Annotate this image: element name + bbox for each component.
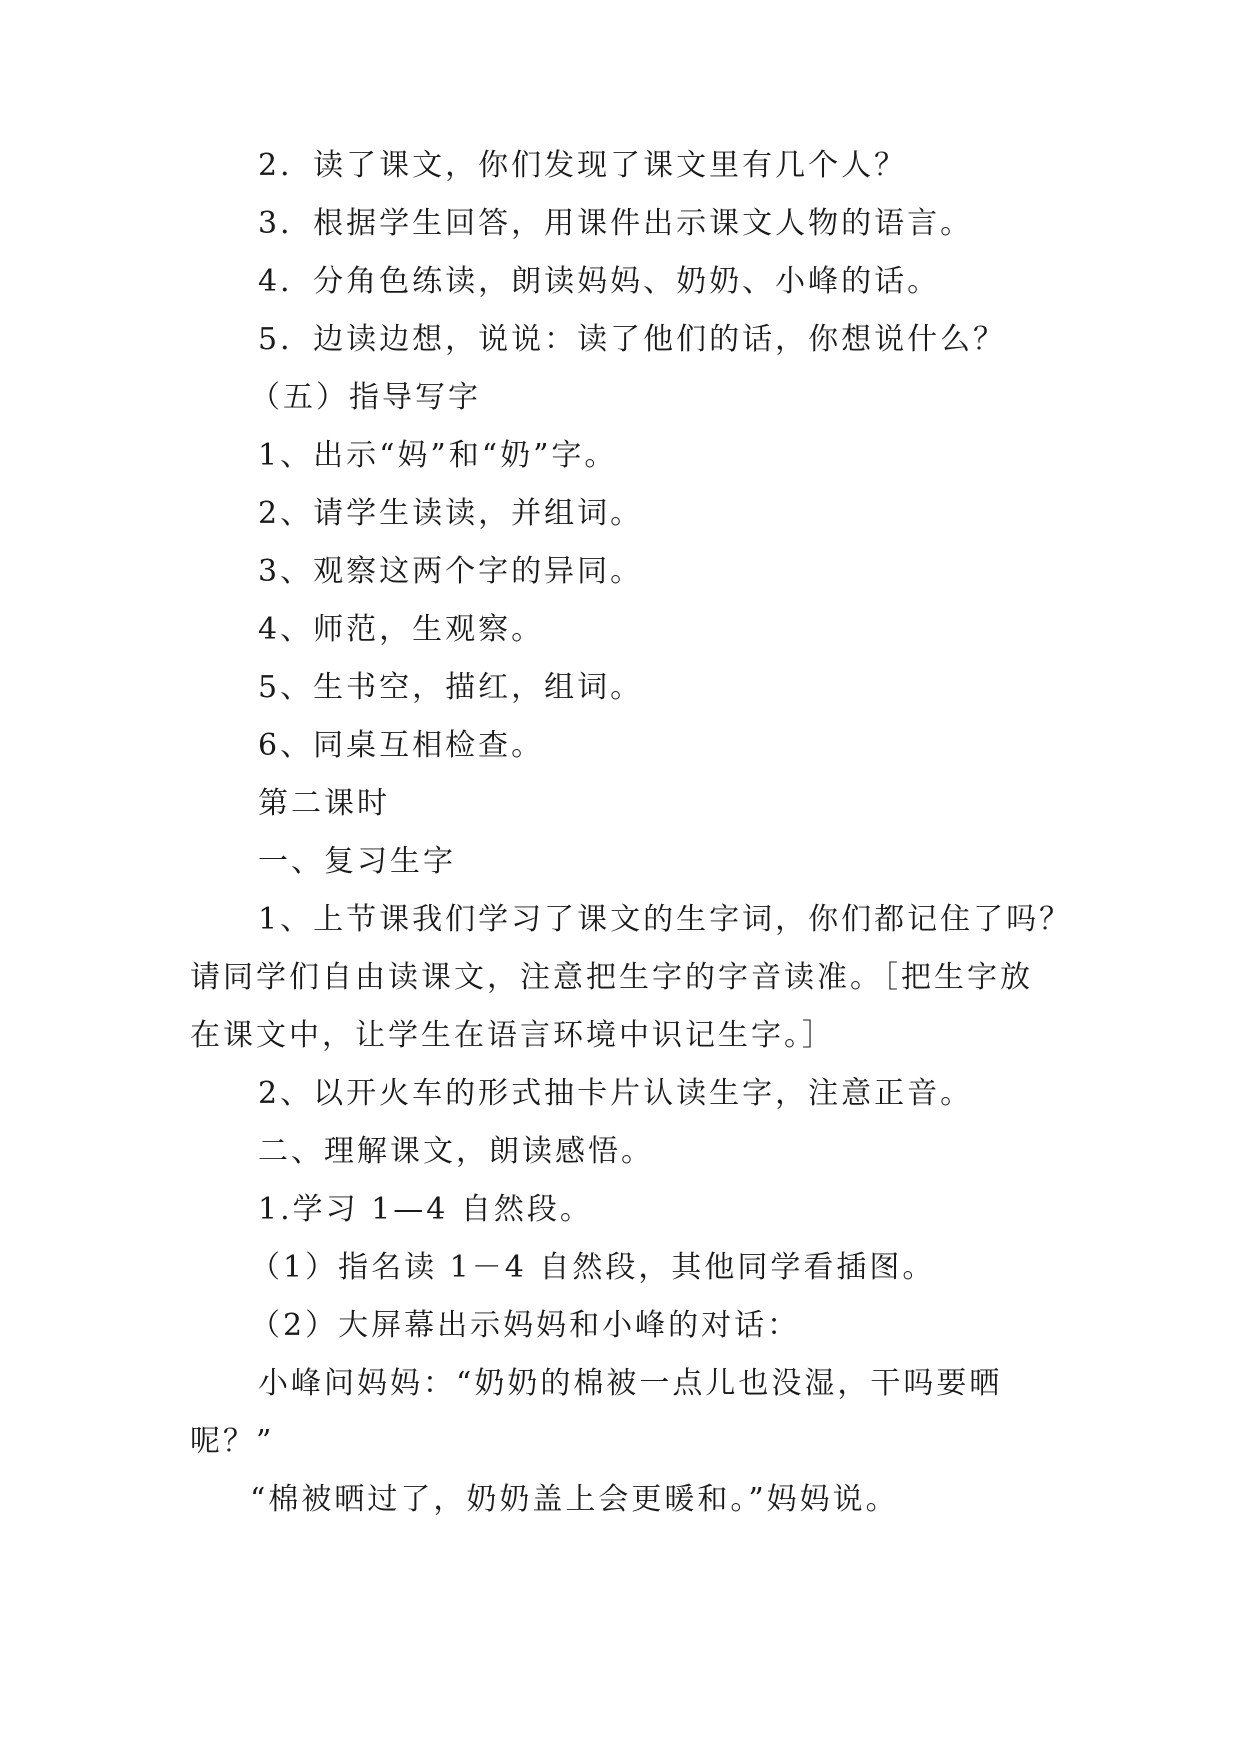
text-line: 1、出示“妈”和“奶”字。	[258, 438, 618, 473]
section-heading: 一、复习生字	[258, 844, 456, 879]
text-line: 3、观察这两个字的异同。	[258, 554, 644, 589]
text-line: 1、上节课我们学习了课文的生字词，你们都记住了吗？	[258, 902, 1073, 937]
text-line: 在课文中，让学生在语言环境中识记生字。］	[190, 1018, 835, 1053]
text-line: 6、同桌互相检查。	[258, 728, 545, 763]
text-line: 3．根据学生回答，用课件出示课文人物的语言。	[258, 206, 974, 241]
text-line: 4、师范，生观察。	[258, 612, 545, 647]
text-line: 2．读了课文，你们发现了课文里有几个人？	[258, 148, 908, 183]
section-heading: 二、理解课文，朗读感悟。	[258, 1134, 654, 1169]
text-line: 4．分角色练读，朗读妈妈、奶奶、小峰的话。	[258, 264, 941, 299]
text-line: 2、以开火车的形式抽卡片认读生字，注意正音。	[258, 1076, 974, 1111]
text-line: （2）大屏幕出示妈妈和小峰的对话：	[250, 1308, 801, 1343]
text-line: 2、请学生读读，并组词。	[258, 496, 644, 531]
section-heading: 第二课时	[258, 786, 390, 821]
text-line: 请同学们自由读课文，注意把生字的字音读准。［把生字放	[190, 960, 1033, 995]
text-line: （1）指名读 1－4 自然段，其他同学看插图。	[250, 1250, 936, 1285]
text-line: 呢？”	[190, 1424, 275, 1459]
section-heading: （五）指导写字	[250, 380, 481, 415]
text-line: 小峰问妈妈：“奶奶的棉被一点儿也没湿，干吗要晒	[258, 1366, 1003, 1401]
text-line: 5、生书空，描红，组词。	[258, 670, 644, 705]
text-line: 1.学习 1—4 自然段。	[258, 1192, 593, 1227]
text-line: 5．边读边想，说说：读了他们的话，你想说什么？	[258, 322, 1007, 357]
text-line: “棉被晒过了，奶奶盖上会更暖和。”妈妈说。	[250, 1482, 899, 1517]
